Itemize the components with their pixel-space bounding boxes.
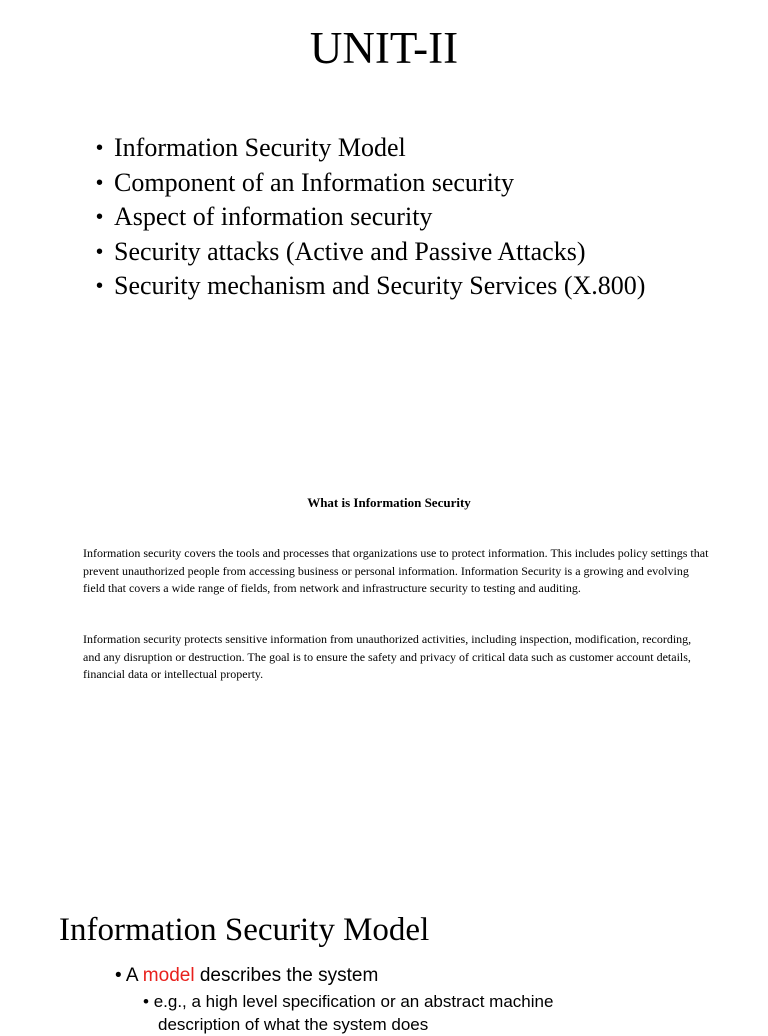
- list-item: [96, 131, 645, 166]
- paragraph: Information security covers the tools and processes that organizations use to protect information. This includes policy settings that prevent unauthorized people from accessing business or personal information. Information Security is a growing and evolving field that covers a wide range of fields, from network and infrastructure security to testing and auditing.: [83, 546, 709, 595]
- sub-list-item: [143, 990, 553, 1036]
- list-item: [96, 235, 645, 270]
- list-item-text: Security attacks (Active and Passive Attacks): [114, 236, 586, 266]
- bullet-icon: •: [143, 992, 149, 1011]
- slide-title: Information Security Model: [59, 912, 430, 948]
- highlighted-term: model: [142, 965, 195, 986]
- paragraph: Information security protects sensitive information from unauthorized activities, including inspection, modification, recording, and any disruption or destruction. The goal is to ensure the safety and privacy of critical data such as customer account details, financial data or intellectual property.: [83, 632, 692, 681]
- bullet-icon: •: [115, 965, 122, 986]
- list-item-text: Information Security Model: [114, 133, 406, 162]
- list-item: [115, 963, 378, 989]
- bullet-icon: •: [96, 240, 104, 263]
- list-item: [96, 269, 645, 304]
- topic-list: [96, 131, 645, 304]
- list-item-text: Aspect of information security: [114, 202, 433, 231]
- list-item-suffix: describes the system: [194, 965, 379, 986]
- bullet-icon: •: [96, 275, 104, 297]
- section-heading: What is Information Security: [307, 495, 471, 510]
- bullet-icon: •: [96, 171, 104, 194]
- sub-list-item-text: e.g., a high level specification or an abstract machine: [153, 992, 554, 1011]
- list-item-prefix: A: [125, 965, 143, 986]
- bullet-icon: •: [96, 137, 104, 159]
- list-item: [96, 200, 645, 235]
- list-item: [96, 166, 645, 201]
- slide-title: UNIT-II: [309, 23, 459, 73]
- bullet-icon: •: [96, 206, 104, 228]
- list-item-text: Component of an Information security: [114, 167, 515, 197]
- sub-list-item-text: description of what the system does: [158, 1015, 429, 1034]
- list-item-text: Security mechanism and Security Services (X.800): [114, 271, 646, 300]
